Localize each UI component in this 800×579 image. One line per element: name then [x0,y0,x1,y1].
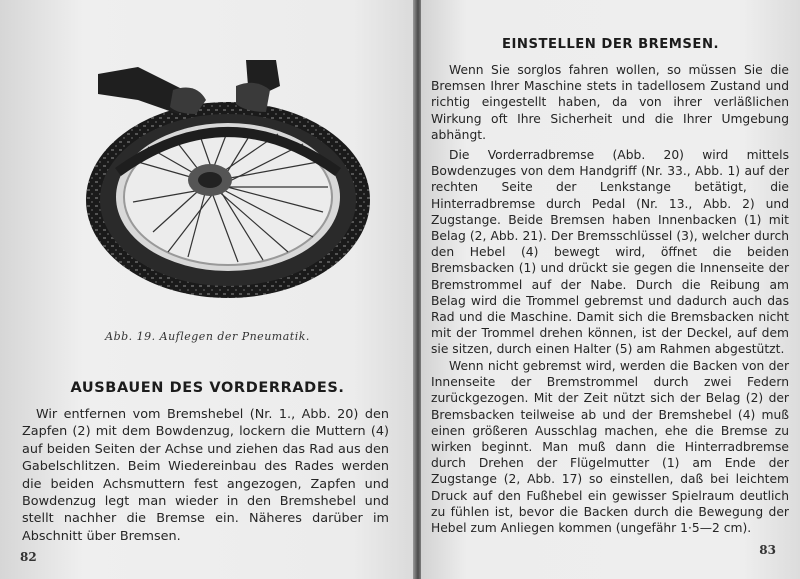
body-paragraph: Wir entfernen vom Bremshebel (Nr. 1., Abb. 20) den Zapfen (2) mit dem Bowdenzug, lockern die Muttern (4) auf beiden Seiten der Achse und ziehen das Rad aus den Gabelschlitzen. Beim Wiedereinbau des Rades werden die beiden Achsmuttern fest angezogen, Zapfen und Bowdenzug legt man wieder in den Bremshebel und stellt nachher die Bremse ein. Näheres darüber im Abschnitt über Bremsen. [22,407,389,544]
tire-photo [78,52,378,307]
tire-illustration [78,52,378,307]
right-page [421,0,800,579]
section-heading: AUSBAUEN DES VORDERRADES. [70,380,345,396]
body-paragraph: Wenn nicht gebremst wird, werden die Backen von der Innenseite der Bremstrommel durch zwei Federn zurückgezogen. Mit der Zeit nützt sich der Belag (2) der Bremsbacken teilweise ab und der Bremshebel (4) muß einen größeren Ausschlag machen, ehe die Bremse zu wirken beginnt. Man muß dann die Hinterradbremse durch Drehen der Flügelmutter (1) am Ende der Zugstange (2, Abb. 17) so einstellen, daß bei leichtem Druck auf den Fußhebel ein gewisser Spielraum deutlich zu fühlen ist, bevor die Backen durch die Bewegung der Hebel zum Anliegen kommen (ungefähr 1·5—2 cm). [431,359,789,536]
page-number: 83 [759,543,776,557]
body-paragraph: Die Vorderradbremse (Abb. 20) wird mittels Bowdenzuges von dem Handgriff (Nr. 33., Abb. 1) auf der rechten Seite der Lenkstange betätigt, die Hinterradbremse durch Pedal (Nr. 13., Abb. 2) und Zugstange. Beide Bremsen haben Innenbacken (1) mit Belag (2, Abb. 21). Der Bremsschlüssel (3), welcher durch den Hebel (4) bewegt wird, öffnet die beiden Bremsbacken (1) und drückt sie gegen die Innenseite der Bremstrommel auf der Nabe. Durch die Reibung am Belag wird die Trommel gebremst und dadurch auch das Rad und die Maschine. Damit sich die Bremsbacken nicht mit der Trommel drehen können, ist der Deckel, auf dem sie sitzen, durch einen Halter (5) am Rahmen abgestützt. [431,148,789,357]
section-heading: EINSTELLEN DER BREMSEN. [502,37,719,52]
body-paragraph: Wenn Sie sorglos fahren wollen, so müssen Sie die Bremsen Ihrer Maschine stets in tadellosem Zustand und richtig eingestellt haben, da von ihrer verläßlichen Wirkung oft Ihre Sicherheit und die Ihrer Umgebung abhängt. [431,63,789,142]
figure-caption: Abb. 19. Auflegen der Pneumatik. [105,330,310,343]
page-number: 82 [20,550,37,564]
